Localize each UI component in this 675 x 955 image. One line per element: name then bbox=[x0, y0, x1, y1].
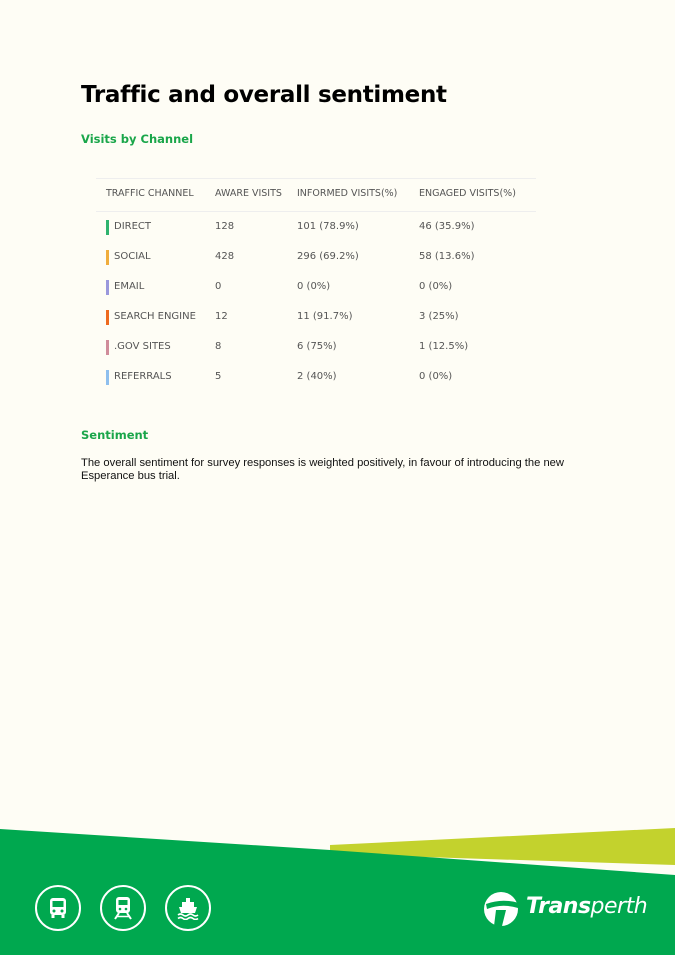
column-header: TRAFFIC CHANNEL bbox=[106, 188, 194, 199]
channel-name: DIRECT bbox=[114, 221, 152, 232]
footer-band bbox=[0, 820, 675, 955]
aware-visits: 12 bbox=[215, 311, 228, 322]
informed-visits: 296 (69.2%) bbox=[297, 251, 359, 262]
channel-color-swatch bbox=[106, 280, 109, 295]
table-row bbox=[96, 242, 536, 272]
informed-visits: 101 (78.9%) bbox=[297, 221, 359, 232]
channel-color-swatch bbox=[106, 310, 109, 325]
channel-color-swatch bbox=[106, 340, 109, 355]
bus-icon bbox=[35, 885, 81, 931]
column-header: INFORMED VISITS(%) bbox=[297, 188, 398, 199]
channel-name: REFERRALS bbox=[114, 371, 172, 382]
engaged-visits: 1 (12.5%) bbox=[419, 341, 469, 352]
table-row bbox=[96, 272, 536, 302]
aware-visits: 8 bbox=[215, 341, 222, 352]
column-header: ENGAGED VISITS(%) bbox=[419, 188, 516, 199]
page-title: Traffic and overall sentiment bbox=[81, 82, 447, 108]
table-row bbox=[96, 302, 536, 332]
aware-visits: 0 bbox=[215, 281, 222, 292]
aware-visits: 128 bbox=[215, 221, 235, 232]
informed-visits: 2 (40%) bbox=[297, 371, 337, 382]
informed-visits: 11 (91.7%) bbox=[297, 311, 353, 322]
informed-visits: 6 (75%) bbox=[297, 341, 337, 352]
visits-heading: Visits by Channel bbox=[81, 132, 194, 146]
table-row bbox=[96, 362, 536, 392]
table-row bbox=[96, 332, 536, 362]
engaged-visits: 0 (0%) bbox=[419, 371, 453, 382]
table-row bbox=[96, 212, 536, 242]
train-icon bbox=[100, 885, 146, 931]
column-header: AWARE VISITS bbox=[215, 188, 282, 199]
channel-name: EMAIL bbox=[114, 281, 145, 292]
aware-visits: 428 bbox=[215, 251, 235, 262]
transperth-logo-icon bbox=[482, 890, 522, 928]
engaged-visits: 46 (35.9%) bbox=[419, 221, 475, 232]
engaged-visits: 58 (13.6%) bbox=[419, 251, 475, 262]
table-header bbox=[96, 178, 536, 212]
ferry-icon bbox=[165, 885, 211, 931]
channel-color-swatch bbox=[106, 250, 109, 265]
sentiment-heading: Sentiment bbox=[81, 428, 149, 442]
visits-table bbox=[96, 178, 536, 392]
channel-color-swatch bbox=[106, 370, 109, 385]
channel-name: SOCIAL bbox=[114, 251, 151, 262]
brand-wordmark-bold: Trans bbox=[526, 894, 591, 919]
engaged-visits: 3 (25%) bbox=[419, 311, 459, 322]
informed-visits: 0 (0%) bbox=[297, 281, 331, 292]
channel-name: SEARCH ENGINE bbox=[114, 311, 196, 322]
brand-wordmark bbox=[526, 894, 647, 919]
engaged-visits: 0 (0%) bbox=[419, 281, 453, 292]
sentiment-text: The overall sentiment for survey responses is weighted positively, in favour of introducing the new Esperance bus trial. bbox=[81, 457, 564, 482]
channel-name: .GOV SITES bbox=[114, 341, 171, 352]
channel-color-swatch bbox=[106, 220, 109, 235]
aware-visits: 5 bbox=[215, 371, 222, 382]
brand-wordmark-light: perth bbox=[590, 894, 648, 919]
